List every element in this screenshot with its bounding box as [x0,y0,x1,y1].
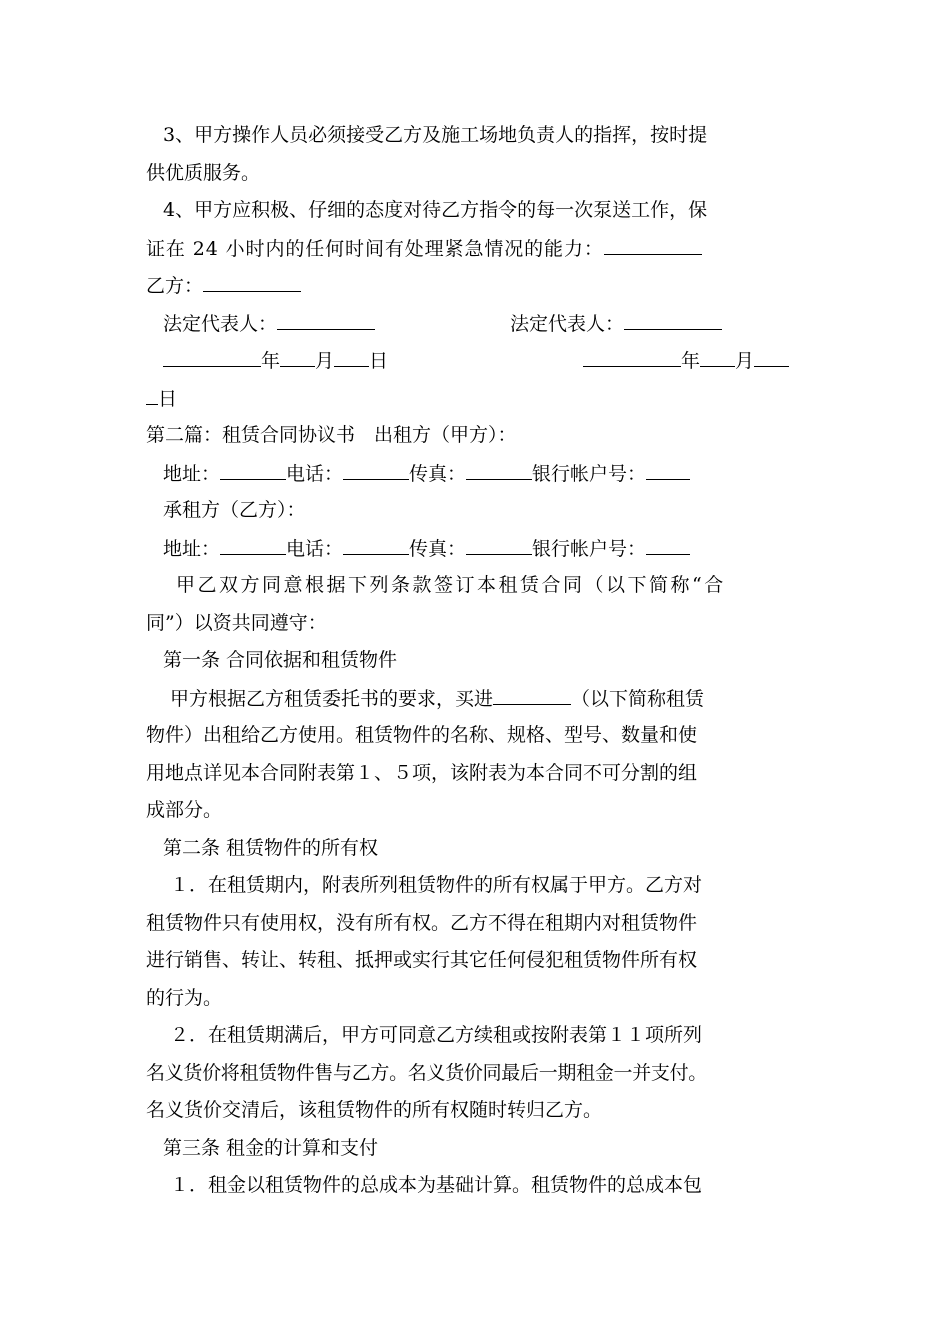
paragraph-line: 名义货价将租赁物件售与乙方。名义货价同最后一期租金一并支付。 [146,1062,708,1084]
blank-underline [343,536,409,555]
blank-underline [203,273,301,292]
bank-account-label: 银行帐户号： [532,538,647,560]
address-label: 地址： [163,538,221,560]
article-heading: 第三条 租金的计算和支付 [163,1137,379,1159]
contact-row [163,536,690,560]
paragraph-line: 进行销售、转让、转租、抵押或实行其它任何侵犯租赁物件所有权 [146,949,698,971]
paragraph-line: 4、甲方应积极、仔细的态度对待乙方指令的每一次泵送工作，保 [163,199,708,221]
blank-underline [646,536,690,555]
address-label: 地址： [163,463,221,485]
blank-underline [466,536,532,555]
article-heading: 第一条 合同依据和租赁物件 [163,649,398,671]
blank-underline [493,686,571,705]
line-text: 乙方： [146,275,204,297]
blank-underline [163,348,261,367]
signature-row [510,311,722,335]
signature-row [163,311,375,335]
paragraph-line [146,386,177,410]
paragraph-line: 3、甲方操作人员必须接受乙方及施工场地负责人的指挥，按时提 [163,124,708,146]
paragraph-line: １．租金以租赁物件的总成本为基础计算。租赁物件的总成本包 [170,1174,703,1196]
fax-label: 传真： [409,538,467,560]
fax-label: 传真： [409,463,467,485]
blank-underline [700,348,735,367]
paragraph-line: １．在租赁期内，附表所列租赁物件的所有权属于甲方。乙方对 [170,874,703,896]
blank-underline [277,311,375,330]
blank-underline [220,461,286,480]
day-label: 日 [369,350,389,372]
line-text: 证在 24 小时内的任何时间有处理紧急情况的能力： [146,238,604,260]
bank-account-label: 银行帐户号： [532,463,647,485]
legal-rep-label-b: 法定代表人： [510,313,625,335]
paragraph-line: 成部分。 [146,799,223,821]
year-label: 年 [261,350,281,372]
blank-underline [624,311,722,330]
paragraph-line: 用地点详见本合同附表第１、５项，该附表为本合同不可分割的组 [146,762,698,784]
paragraph-line: 的行为。 [146,987,223,1009]
blank-underline [280,348,315,367]
paragraph-line: 租赁物件只有使用权，没有所有权。乙方不得在租期内对租赁物件 [146,912,698,934]
paragraph-line [146,273,301,297]
line-text: 日 [158,388,178,410]
year-label: 年 [681,350,701,372]
paragraph-line: 同”）以资共同遵守： [146,612,327,634]
section-heading: 第二篇：租赁合同协议书 出租方（甲方）： [146,424,517,446]
contact-row [163,461,690,485]
date-row [583,348,789,372]
blank-underline [583,348,681,367]
blank-underline [146,386,158,405]
paragraph-line [146,236,702,260]
date-row [163,348,388,372]
phone-label: 电话： [286,538,344,560]
line-text: 甲方根据乙方租赁委托书的要求，买进 [170,688,494,710]
paragraph-line: 物件）出租给乙方使用。租赁物件的名称、规格、型号、数量和使 [146,724,698,746]
article-heading: 第二条 租赁物件的所有权 [163,837,379,859]
month-label: 月 [315,350,335,372]
blank-underline [220,536,286,555]
blank-underline [754,348,789,367]
paragraph-line: 甲乙双方同意根据下列条款签订本租赁合同（以下简称“合 [176,574,726,596]
legal-rep-label-a: 法定代表人： [163,313,278,335]
month-label: 月 [735,350,755,372]
paragraph-line: 承租方（乙方）： [163,499,306,521]
line-text: （以下简称租赁 [571,688,705,710]
blank-underline [646,461,690,480]
blank-underline [334,348,369,367]
paragraph-line: ２．在租赁期满后，甲方可同意乙方续租或按附表第１１项所列 [170,1024,703,1046]
blank-underline [343,461,409,480]
paragraph-line: 名义货价交清后，该租赁物件的所有权随时转归乙方。 [146,1099,603,1121]
blank-underline [466,461,532,480]
blank-underline [604,236,702,255]
paragraph-line: 供优质服务。 [146,162,261,184]
phone-label: 电话： [286,463,344,485]
paragraph-line [170,686,704,710]
